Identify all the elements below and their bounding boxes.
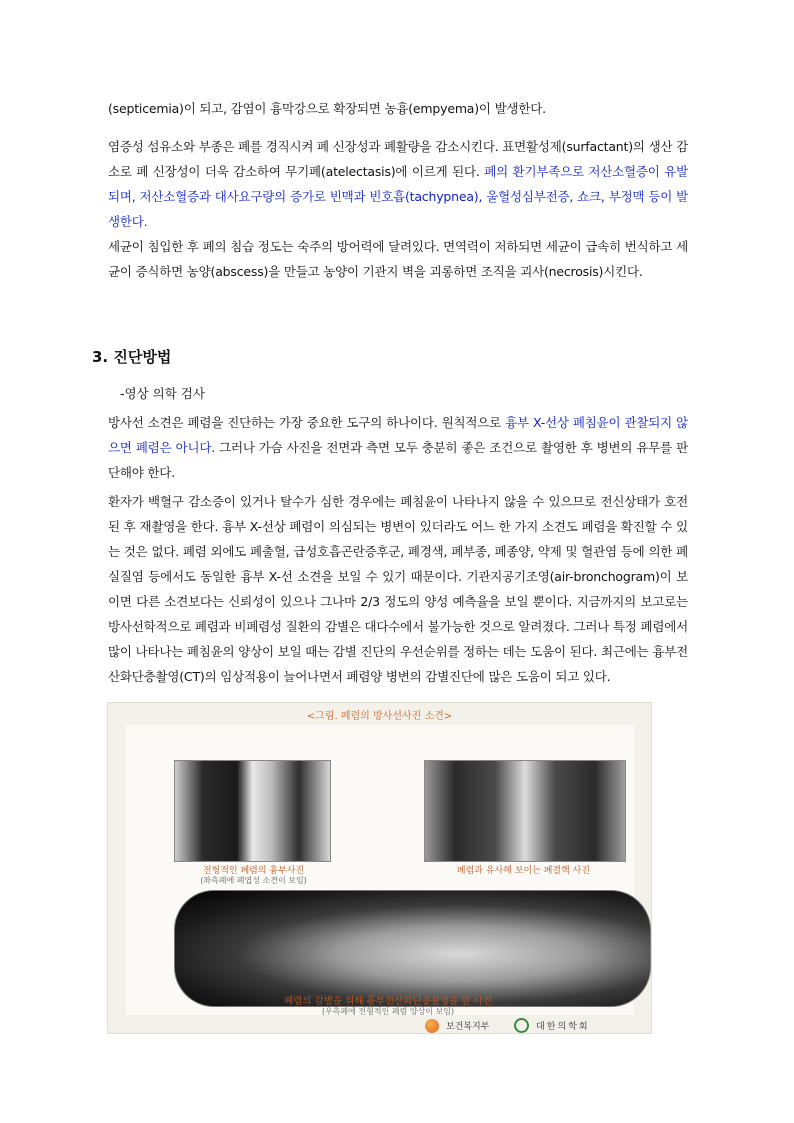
section-heading: 3. 진단방법 xyxy=(92,348,172,366)
kams-logo-text: 대한의학회 xyxy=(536,1022,590,1032)
caption-ct-sub: (우측폐에 전형적인 폐렴 양상이 보임) xyxy=(321,1007,455,1016)
paragraph-radiology-text-c: 그러나 가슴 사진을 전면과 측면 모두 충분히 좋은 조건으로 촬영한 후 병변의 유무를 판단해야 한다. xyxy=(108,440,688,480)
paragraph-septicemia: (septicemia)이 되고, 감염이 흉막강으로 확장되면 농흉(empyema)이 발생한다. xyxy=(108,101,546,116)
caption-ct: 폐렴의 감별을 위해 흉부전산화단층촬영을 한 사진 xyxy=(284,996,492,1007)
paragraph-differential: 환자가 백혈구 감소증이 있거나 탈수가 심한 경우에는 폐침윤이 나타나지 않을 수 있으므로 전신상태가 호전된 후 재촬영을 한다. 흉부 X-선상 폐렴이 의심되는 병변이 있더라도 어느 한 가지 소견도 폐렴을 확진할 수 있는 것은 없다. 폐렴 외에도 폐출혈, 급성호흡곤란증후군, 폐경색, 폐부종, 폐종양, 약제 및 혈관염 등에 의한 폐실질염 등에서도 동일한 흉부 X-선 소견을 보일 수 있기 때문이다. 기관지공기조영(air-bronchogram)이 보이면 다른 소견보다는 신뢰성이 있으나 그나마 2/3 정도의 양성 예측율을 보일 뿐이다. 지금까지의 보고로는 방사선학적으로 폐렴과 비폐렴성 질환의 감별은 대다수에서 불가능한 것으로 알려졌다. 그러나 특정 폐렴에서 많이 나타나는 폐침윤의 양상이 보일 때는 감별 진단의 우선순위를 정하는 데는 도움이 된다. 최근에는 흉부전산화단층촬영(CT)의 임상적용이 늘어나면서 폐렴양 병변의 감별진단에 많은 도움이 되고 있다. xyxy=(108,494,688,684)
ministry-logo-icon xyxy=(425,1019,439,1033)
caption-pneumonia: 전형적인 폐렴의 흉부사진 xyxy=(202,866,305,876)
paragraph-inflammation-text: 염증성 섬유소와 부종은 폐를 경직시켜 폐 신장성과 폐활량을 감소시킨다. 표면활성제(surfactant)의 생산 감소로 폐 신장성이 더욱 감소하여 무기폐(atelectasis)에 이르게 된다. xyxy=(108,139,688,179)
paragraph-invasion: 세균이 침입한 후 폐의 침습 정도는 숙주의 방어력에 달려있다. 면역력이 저하되면 세균이 급속히 번식하고 세균이 증식하면 농양(abscess)을 만들고 농양이 기관지 벽을 괴롱하면 조직을 괴사(necrosis)시킨다. xyxy=(108,239,688,279)
paragraph-radiology-text-a: 방사선 소견은 폐렴을 진단하는 가장 중요한 도구의 하나이다. 원칙적으로 xyxy=(108,415,506,430)
chest-xray-tuberculosis-image xyxy=(424,760,626,862)
kams-logo-icon xyxy=(514,1018,529,1033)
section-subheading: -영상 의학 검사 xyxy=(120,386,205,401)
chest-xray-pneumonia-image xyxy=(174,760,331,862)
figure-panel xyxy=(126,725,634,1015)
caption-tuberculosis: 폐렴과 유사해 보이는 폐결핵 사진 xyxy=(456,866,591,876)
figure-title: <그림. 폐렴의 방사선사진 소견> xyxy=(306,711,453,722)
xray-figure xyxy=(107,702,652,1034)
paragraph-inflammation-highlight: 폐의 환기부족으로 저산소혈증이 유발되며, 저산소혈증과 대사요구량의 증가로 빈맥과 빈호흡(tachypnea), 울혈성심부전증, 쇼크, 부정맥 등이 발생한다. xyxy=(108,164,688,229)
chest-ct-image xyxy=(174,890,651,1007)
paragraph-radiology-highlight: 흉부 X-선상 폐침윤이 관찰되지 않으면 폐렴은 아니다. xyxy=(108,415,688,455)
figure-logos xyxy=(425,1018,655,1034)
paragraph-radiology xyxy=(108,410,688,485)
paragraph-inflammation xyxy=(108,134,688,234)
ministry-logo-text: 보건복지부 xyxy=(445,1022,490,1032)
caption-pneumonia-sub: (좌측폐에 폐엽성 소견이 보임) xyxy=(200,876,307,885)
